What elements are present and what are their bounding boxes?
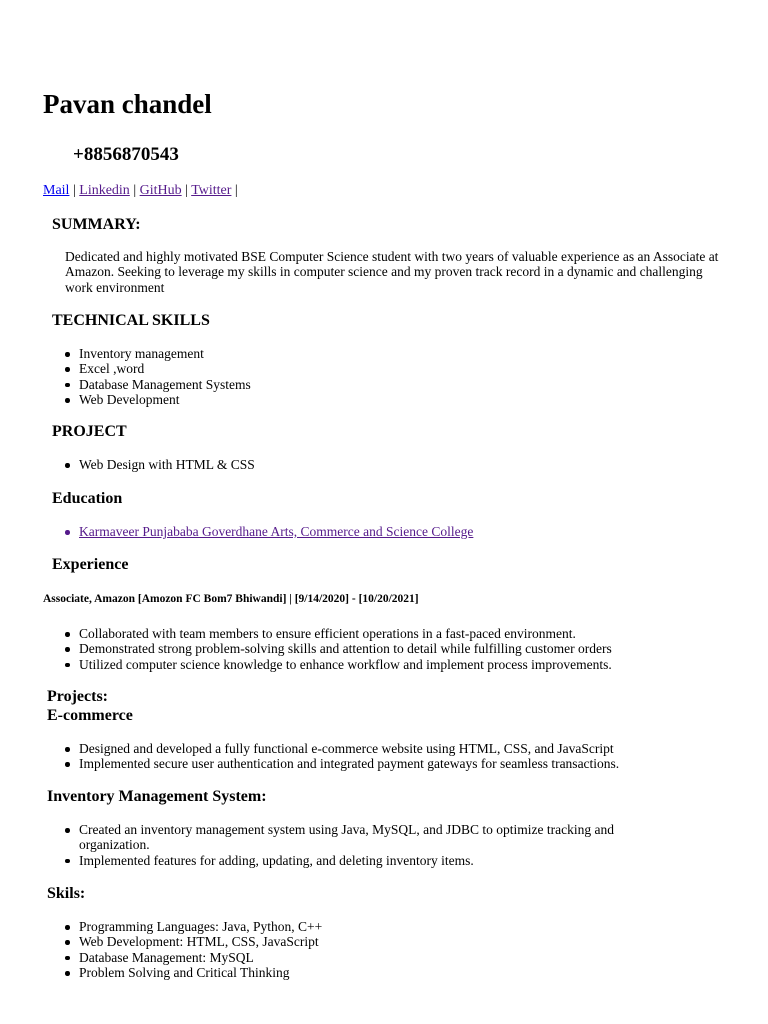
link-separator: | bbox=[185, 183, 188, 198]
link-separator: | bbox=[133, 183, 137, 198]
ecommerce-list bbox=[43, 741, 619, 772]
education-list bbox=[43, 524, 473, 539]
project-heading: PROJECT bbox=[52, 423, 127, 440]
link-separator: | bbox=[72, 183, 76, 198]
projects-heading: Projects: bbox=[47, 688, 108, 705]
list-item: Demonstrated strong problem-solving skills and attention to detail while fulfilling customer orders bbox=[43, 641, 612, 656]
ecommerce-title: E-commerce bbox=[47, 707, 133, 724]
experience-list bbox=[43, 626, 612, 672]
list-item: Inventory management bbox=[43, 346, 251, 361]
list-item: Implemented features for adding, updating, and deleting inventory items. bbox=[43, 853, 683, 868]
list-item: Created an inventory management system using Java, MySQL, and JDBC to optimize tracking and organization. bbox=[43, 822, 683, 853]
college-link[interactable]: Karmaveer Punjababa Goverdhane Arts, Commerce and Science College bbox=[79, 524, 474, 539]
list-item: Programming Languages: Java, Python, C++ bbox=[43, 919, 322, 934]
link-separator: | bbox=[234, 183, 238, 198]
contact-links bbox=[43, 182, 238, 200]
phone-number: +8856870543 bbox=[73, 144, 179, 165]
technical-skills-list bbox=[43, 346, 251, 408]
list-item: Utilized computer science knowledge to enhance workflow and implement process improvements. bbox=[43, 657, 612, 672]
list-item: Excel ,word bbox=[43, 361, 251, 376]
summary-heading: SUMMARY: bbox=[52, 216, 141, 233]
education-heading: Education bbox=[52, 490, 123, 507]
list-item: Web Development bbox=[43, 392, 251, 407]
skills-heading: Skils: bbox=[47, 885, 86, 902]
github-link[interactable]: GitHub bbox=[139, 183, 182, 198]
list-item: Database Management Systems bbox=[43, 377, 251, 392]
candidate-name: Pavan chandel bbox=[43, 89, 212, 119]
list-item: Web Development: HTML, CSS, JavaScript bbox=[43, 934, 322, 949]
education-item bbox=[43, 524, 473, 539]
list-item: Designed and developed a fully functional e-commerce website using HTML, CSS, and JavaScript bbox=[43, 741, 619, 756]
skills-list bbox=[43, 919, 322, 981]
list-item: Implemented secure user authentication and integrated payment gateways for seamless transactions. bbox=[43, 756, 619, 771]
mail-link[interactable]: Mail bbox=[43, 183, 70, 198]
list-item: Collaborated with team members to ensure efficient operations in a fast-paced environment. bbox=[43, 626, 612, 641]
linkedin-link[interactable]: Linkedin bbox=[79, 183, 130, 198]
inventory-system-list bbox=[43, 822, 683, 868]
technical-skills-heading: TECHNICAL SKILLS bbox=[52, 312, 210, 329]
list-item: Problem Solving and Critical Thinking bbox=[43, 965, 322, 980]
experience-heading: Experience bbox=[52, 556, 129, 573]
list-item: Database Management: MySQL bbox=[43, 950, 322, 965]
twitter-link[interactable]: Twitter bbox=[191, 183, 232, 198]
project-list bbox=[43, 457, 255, 472]
summary-text: Dedicated and highly motivated BSE Computer Science student with two years of valuable experience as an Associate at Amazon. Seeking to leverage my skills in computer science and my proven track record in a dynamic and challenging work environment bbox=[65, 249, 719, 295]
inventory-system-title: Inventory Management System: bbox=[47, 788, 267, 805]
experience-role-line: Associate, Amazon [Amozon FC Bom7 Bhiwandi] | [9/14/2020] - [10/20/2021] bbox=[43, 593, 419, 605]
list-item: Web Design with HTML & CSS bbox=[43, 457, 255, 472]
